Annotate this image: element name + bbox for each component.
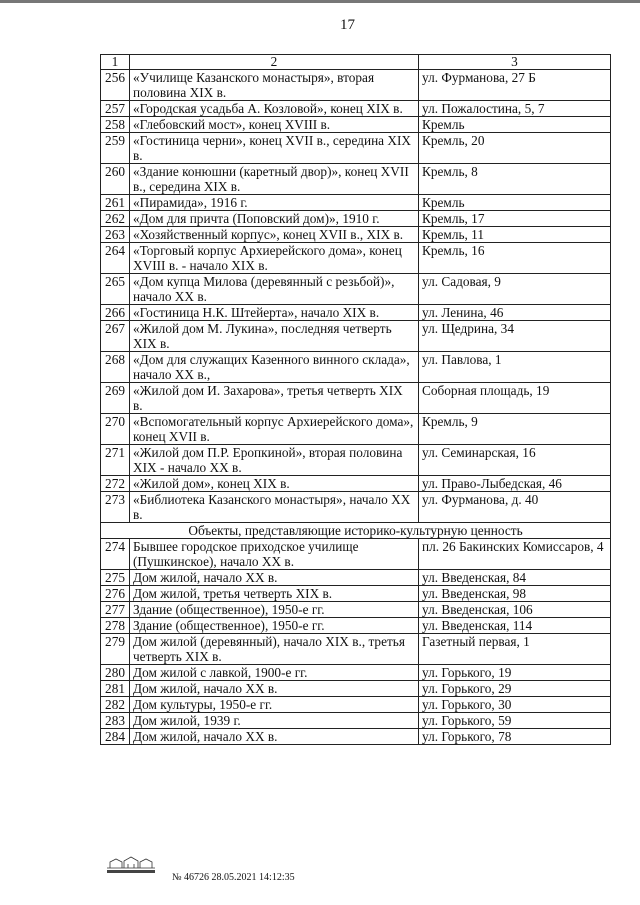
row-number: 267 [101,321,130,352]
object-name: Здание (общественное), 1950-е гг. [130,618,419,634]
table-row [101,445,611,476]
row-number: 262 [101,211,130,227]
table-row [101,665,611,681]
object-address: ул. Введенская, 114 [419,618,611,634]
table-row [101,195,611,211]
object-address: Кремль [419,195,611,211]
object-name: «Вспомогательный корпус Архиерейского дома», конец XVII в. [130,414,419,445]
table-row [101,383,611,414]
object-address: Кремль, 8 [419,164,611,195]
table-row [101,634,611,665]
table-row [101,618,611,634]
object-name: «Торговый корпус Архиерейского дома», конец XVIII в. - начало XIX в. [130,243,419,274]
object-name: Дом жилой, 1939 г. [130,713,419,729]
table-row [101,101,611,117]
object-name: Дом жилой, третья четверть XIX в. [130,586,419,602]
row-number: 276 [101,586,130,602]
object-name: «Жилой дом М. Лукина», последняя четверть XIX в. [130,321,419,352]
object-name: «Городская усадьба А. Козловой», конец XIX в. [130,101,419,117]
object-address: ул. Пожалостина, 5, 7 [419,101,611,117]
section-title: Объекты, представляющие историко-культурную ценность [101,523,611,539]
object-address: ул. Горького, 59 [419,713,611,729]
table-row [101,539,611,570]
row-number: 274 [101,539,130,570]
row-number: 281 [101,681,130,697]
object-name: Дом жилой, начало XX в. [130,570,419,586]
row-number: 273 [101,492,130,523]
section-row [101,523,611,539]
object-name: Дом культуры, 1950-е гг. [130,697,419,713]
object-name: «Дом для служащих Казенного винного склада», начало XX в., [130,352,419,383]
object-name: «Дом для причта (Поповский дом)», 1910 г. [130,211,419,227]
object-address: Кремль, 20 [419,133,611,164]
object-address: ул. Семинарская, 16 [419,445,611,476]
table-row [101,414,611,445]
table-row [101,352,611,383]
row-number: 277 [101,602,130,618]
object-name: «Библиотека Казанского монастыря», начало XX в. [130,492,419,523]
row-number: 258 [101,117,130,133]
row-number: 278 [101,618,130,634]
row-number: 260 [101,164,130,195]
row-number: 264 [101,243,130,274]
table-row [101,305,611,321]
object-address: Кремль, 17 [419,211,611,227]
row-number: 269 [101,383,130,414]
object-address: ул. Введенская, 84 [419,570,611,586]
table-row [101,602,611,618]
object-address: Кремль, 9 [419,414,611,445]
row-number: 259 [101,133,130,164]
object-address: ул. Фурманова, д. 40 [419,492,611,523]
table-row [101,681,611,697]
table-row [101,117,611,133]
table-row [101,492,611,523]
table-row [101,697,611,713]
page-number: 17 [340,17,355,33]
object-address: ул. Щедрина, 34 [419,321,611,352]
object-address: Газетный первая, 1 [419,634,611,665]
object-name: «Хозяйственный корпус», конец XVII в., XIX в. [130,227,419,243]
row-number: 263 [101,227,130,243]
object-address: ул. Введенская, 106 [419,602,611,618]
row-number: 266 [101,305,130,321]
scan-top-edge [0,0,640,3]
object-name: Бывшее городское приходское училище (Пушкинское), начало XX в. [130,539,419,570]
row-number: 268 [101,352,130,383]
registry-logo-stamp [104,855,158,875]
table-row [101,164,611,195]
table-row [101,70,611,101]
table-row [101,243,611,274]
object-address: Кремль, 11 [419,227,611,243]
object-name: «Гостиница черни», конец XVII в., середина XIX в. [130,133,419,164]
row-number: 271 [101,445,130,476]
row-number: 284 [101,729,130,745]
row-number: 279 [101,634,130,665]
table-header-row [101,55,611,70]
heritage-table [100,54,611,745]
row-number: 283 [101,713,130,729]
object-name: «Глебовский мост», конец XVIII в. [130,117,419,133]
table-row [101,713,611,729]
table-row [101,586,611,602]
object-address: Кремль, 16 [419,243,611,274]
row-number: 256 [101,70,130,101]
object-name: «Здание конюшни (каретный двор)», конец XVII в., середина XIX в. [130,164,419,195]
object-address: ул. Введенская, 98 [419,586,611,602]
table-row [101,274,611,305]
object-address: пл. 26 Бакинских Комиссаров, 4 [419,539,611,570]
object-address: ул. Горького, 19 [419,665,611,681]
object-name: «Жилой дом И. Захарова», третья четверть XIX в. [130,383,419,414]
row-number: 272 [101,476,130,492]
row-number: 257 [101,101,130,117]
row-number: 261 [101,195,130,211]
object-name: «Жилой дом», конец XIX в. [130,476,419,492]
table-row [101,133,611,164]
header-col-2: 2 [130,55,419,70]
object-name: Здание (общественное), 1950-е гг. [130,602,419,618]
object-name: «Жилой дом П.Р. Еропкиной», вторая половина XIX - начало XX в. [130,445,419,476]
object-name: «Пирамида», 1916 г. [130,195,419,211]
table-row [101,211,611,227]
object-name: Дом жилой с лавкой, 1900-е гг. [130,665,419,681]
object-address: ул. Фурманова, 27 Б [419,70,611,101]
object-address: ул. Павлова, 1 [419,352,611,383]
header-col-1: 1 [101,55,130,70]
object-name: «Дом купца Милова (деревянный с резьбой)», начало XX в. [130,274,419,305]
header-col-3: 3 [419,55,611,70]
table-row [101,227,611,243]
object-address: ул. Горького, 30 [419,697,611,713]
object-address: ул. Горького, 29 [419,681,611,697]
object-address: Соборная площадь, 19 [419,383,611,414]
registration-stamp-text: № 46726 28.05.2021 14:12:35 [172,872,295,883]
object-name: Дом жилой, начало XX в. [130,729,419,745]
object-name: «Гостиница Н.К. Штейерта», начало XIX в. [130,305,419,321]
object-address: ул. Садовая, 9 [419,274,611,305]
row-number: 280 [101,665,130,681]
table-row [101,476,611,492]
object-name: «Училище Казанского монастыря», вторая половина XIX в. [130,70,419,101]
table-row [101,570,611,586]
object-address: ул. Горького, 78 [419,729,611,745]
object-name: Дом жилой, начало XX в. [130,681,419,697]
table-row [101,729,611,745]
row-number: 282 [101,697,130,713]
row-number: 270 [101,414,130,445]
table-row [101,321,611,352]
object-address: ул. Право-Лыбедская, 46 [419,476,611,492]
object-address: ул. Ленина, 46 [419,305,611,321]
row-number: 265 [101,274,130,305]
object-name: Дом жилой (деревянный), начало XIX в., третья четверть XIX в. [130,634,419,665]
row-number: 275 [101,570,130,586]
object-address: Кремль [419,117,611,133]
